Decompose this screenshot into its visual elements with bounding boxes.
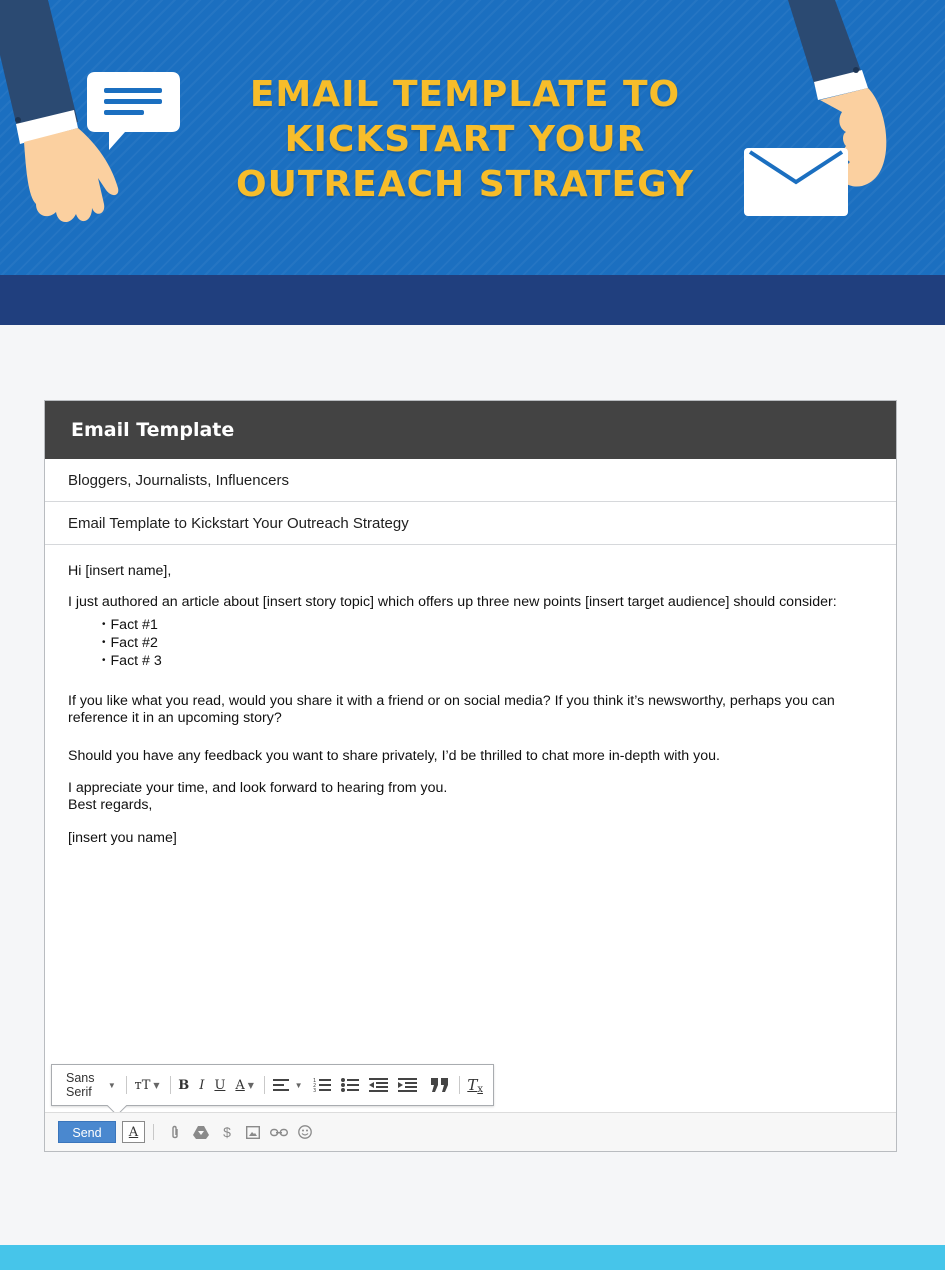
body-regards: Best regards, <box>68 797 153 813</box>
font-size-label: тT <box>134 1077 151 1093</box>
italic-button[interactable]: I <box>199 1077 205 1093</box>
remove-formatting-icon: x <box>477 1083 483 1095</box>
body-feedback: Should you have any feedback you want to share privately, I’d be thrilled to chat more in-depth with you. <box>68 748 720 764</box>
facts-list <box>68 617 873 671</box>
body-share: If you like what you read, would you share it with a friend or on social media? If you think it’s newsworthy, perhaps you can reference it in an upcoming story? <box>68 693 835 726</box>
align-left-icon <box>273 1079 289 1091</box>
bold-button[interactable]: B <box>178 1077 190 1093</box>
formatting-toggle-button[interactable]: A <box>122 1121 145 1143</box>
underline-button[interactable]: U <box>214 1077 226 1093</box>
title-line-3: OUTREACH STRATEGY <box>236 164 694 205</box>
body-intro: I just authored an article about [insert story topic] which offers up three new points [insert target audience] should consider: <box>68 594 837 610</box>
numbered-list-icon <box>313 1077 331 1093</box>
smiley-icon <box>298 1125 312 1139</box>
formatting-toolbar <box>51 1064 494 1106</box>
fact-item: • Fact #2 <box>102 635 873 653</box>
chevron-down-icon: ▼ <box>247 1080 254 1090</box>
remove-formatting-label: T <box>467 1076 478 1094</box>
chevron-down-icon: ▼ <box>153 1080 160 1090</box>
font-family-dropdown[interactable] <box>66 1071 116 1099</box>
bar-divider <box>153 1124 154 1140</box>
to-field[interactable]: Bloggers, Journalists, Influencers <box>45 459 896 502</box>
subject-field[interactable]: Email Template to Kickstart Your Outreach Strategy <box>45 502 896 545</box>
body-signature: [insert you name] <box>68 830 177 846</box>
chevron-down-icon: ▼ <box>294 1080 303 1090</box>
text-color-label: A <box>235 1077 245 1093</box>
banner-title <box>180 72 750 207</box>
envelope-icon <box>744 146 850 218</box>
body-greeting: Hi [insert name], <box>68 563 172 579</box>
link-icon <box>270 1128 288 1137</box>
font-size-dropdown[interactable] <box>135 1078 160 1093</box>
indent-icon <box>398 1078 417 1092</box>
numbered-list-button[interactable] <box>313 1077 331 1093</box>
paperclip-icon <box>170 1125 180 1140</box>
chevron-down-icon: ▼ <box>107 1080 116 1090</box>
svg-text:3: 3 <box>312 1088 316 1093</box>
svg-text:2: 2 <box>312 1083 316 1089</box>
email-header-title: Email Template <box>45 401 896 459</box>
insert-photo-button[interactable] <box>240 1121 266 1143</box>
quote-icon <box>431 1078 449 1092</box>
email-window <box>44 400 897 1152</box>
bullet-list-button[interactable] <box>341 1078 359 1092</box>
title-line-1: EMAIL TEMPLATE TO <box>249 74 681 115</box>
insert-link-button[interactable] <box>266 1121 292 1143</box>
align-dropdown[interactable] <box>273 1079 303 1091</box>
dollar-icon: $ <box>223 1124 231 1140</box>
send-button[interactable]: Send <box>58 1121 116 1143</box>
svg-text:1: 1 <box>312 1078 316 1084</box>
bullet-list-icon <box>341 1078 359 1092</box>
money-button[interactable] <box>214 1121 240 1143</box>
emoji-button[interactable] <box>292 1121 318 1143</box>
indent-button[interactable] <box>398 1078 417 1092</box>
font-family-label: Sans Serif <box>66 1071 95 1099</box>
chat-bubble-icon <box>87 72 182 154</box>
body-appreciate: I appreciate your time, and look forward to hearing from you. <box>68 780 448 796</box>
drive-button[interactable] <box>188 1121 214 1143</box>
remove-formatting-button[interactable] <box>467 1076 483 1094</box>
outdent-button[interactable] <box>369 1078 388 1092</box>
toolbar-divider <box>264 1076 265 1094</box>
outdent-icon <box>369 1078 388 1092</box>
attach-button[interactable] <box>162 1121 188 1143</box>
footer-strip <box>0 1245 945 1270</box>
photo-icon <box>246 1126 260 1139</box>
fact-item: • Fact #1 <box>102 617 873 635</box>
email-body[interactable] <box>45 545 896 847</box>
drive-icon <box>193 1126 209 1139</box>
toolbar-divider <box>459 1076 460 1094</box>
compose-bottom-bar <box>45 1112 896 1151</box>
text-color-dropdown[interactable] <box>235 1078 254 1093</box>
title-line-2: KICKSTART YOUR <box>284 119 646 160</box>
banner-strip <box>0 275 945 325</box>
toolbar-divider <box>170 1076 171 1094</box>
toolbar-divider <box>126 1076 127 1094</box>
fact-item: • Fact # 3 <box>102 653 873 671</box>
quote-button[interactable] <box>431 1078 449 1092</box>
banner <box>0 0 945 275</box>
